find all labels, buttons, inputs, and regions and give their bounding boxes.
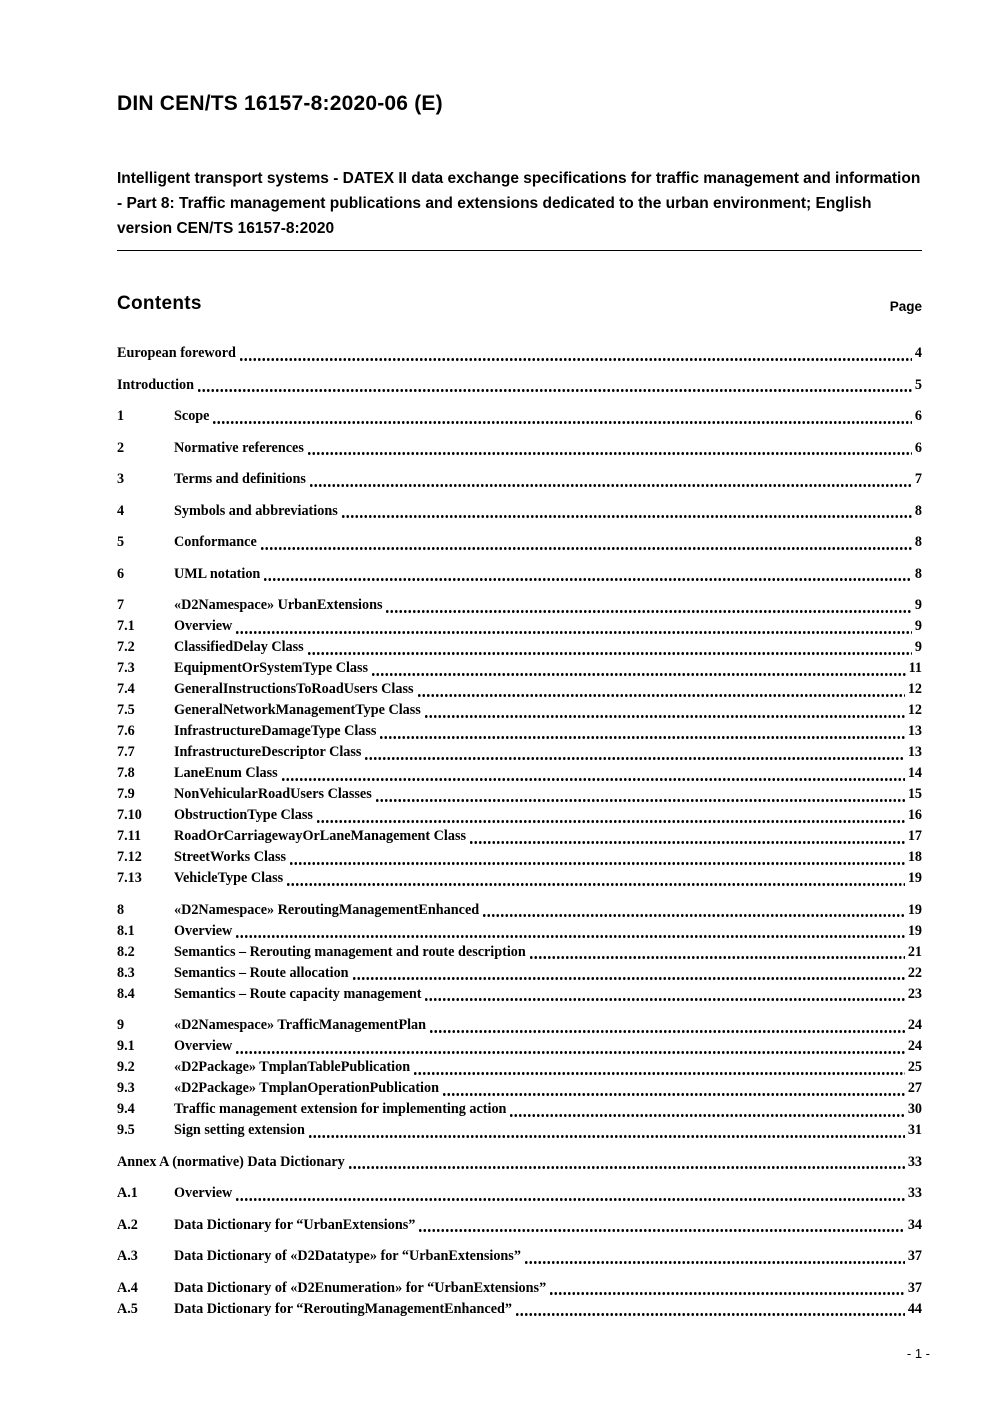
toc-entry-title: Overview (174, 1185, 233, 1201)
toc-entry-number: 8.3 (117, 964, 135, 981)
toc-entry[interactable] (117, 438, 922, 459)
toc-dotted-leader (429, 1030, 905, 1033)
toc-entry[interactable] (117, 343, 922, 364)
toc-entry-page: 5 (914, 376, 922, 393)
toc-dotted-leader (413, 1072, 905, 1075)
toc-entry-title: VehicleType Class (174, 870, 284, 886)
toc-entry-title: Conformance (174, 534, 257, 550)
toc-entry-page: 31 (907, 1122, 922, 1138)
toc-entry-page: 13 (907, 723, 922, 739)
toc-dotted-leader (469, 841, 905, 844)
toc-entry-title: EquipmentOrSystemType Class (174, 660, 369, 676)
page-column-label: Page (889, 299, 922, 314)
toc-entry-number: 3 (117, 471, 125, 487)
toc-entry[interactable] (117, 1215, 922, 1236)
toc-entry-number: 8 (117, 901, 125, 918)
toc-entry-title: Overview (174, 1038, 233, 1054)
toc-entry-number: 9.1 (117, 1038, 135, 1054)
toc-entry-title: «D2Namespace» UrbanExtensions (174, 597, 383, 613)
toc-dotted-leader (364, 757, 904, 760)
toc-entry-title: «D2Package» TmplanTablePublication (174, 1059, 411, 1075)
toc-dotted-leader (549, 1292, 905, 1295)
toc-dotted-leader (417, 694, 905, 697)
toc-entry-number: 7.2 (117, 639, 135, 655)
toc-entry[interactable] (117, 763, 922, 784)
toc-entry-title: Data Dictionary for “UrbanExtensions” (174, 1216, 416, 1233)
toc-dotted-leader (309, 484, 912, 487)
toc-entry-page: 19 (907, 922, 922, 939)
toc-entry-title: ObstructionType Class (174, 807, 313, 823)
toc-entry-page: 25 (907, 1059, 922, 1075)
toc-entry-title: Data Dictionary of «D2Datatype» for “UrbanExtensions” (174, 1248, 521, 1264)
toc-entry[interactable] (117, 805, 922, 826)
toc-dotted-leader (515, 1313, 905, 1316)
toc-dotted-leader (235, 1051, 905, 1054)
toc-entry[interactable] (117, 784, 922, 805)
toc-entry-number: 8.4 (117, 985, 135, 1002)
toc-entry[interactable] (117, 942, 922, 963)
toc-entry[interactable] (117, 501, 922, 522)
toc-entry[interactable] (117, 963, 922, 984)
toc-entry-page: 44 (907, 1300, 922, 1317)
toc-entry-title: Traffic management extension for implementing action (174, 1101, 507, 1117)
toc-entry-page: 37 (907, 1248, 922, 1264)
toc-entry-page: 12 (907, 702, 922, 718)
toc-dotted-leader (375, 799, 905, 802)
toc-dotted-leader (352, 977, 905, 980)
toc-entry-page: 19 (907, 901, 922, 918)
toc-entry-number: 1 (117, 408, 125, 424)
document-title: Intelligent transport systems - DATEX II data exchange specifications for traffic management and information - Part 8: Traffic management publications and extensions dedicated to the urban environment; English version CEN/TS 16157-8:2020 (117, 170, 921, 237)
toc-entry-page: 9 (914, 639, 922, 655)
toc-entry-page: 33 (907, 1153, 922, 1170)
toc-entry-title: ClassifiedDelay Class (174, 639, 304, 655)
toc-entry-title: Data Dictionary of «D2Enumeration» for “UrbanExtensions” (174, 1279, 547, 1296)
toc-entry-number: 8.2 (117, 943, 135, 960)
toc-dotted-leader (263, 578, 912, 581)
toc-entry-page: 33 (907, 1185, 922, 1201)
toc-dotted-leader (341, 515, 912, 518)
toc-entry[interactable] (117, 1078, 922, 1099)
toc-dotted-leader (442, 1093, 905, 1096)
toc-entry-number: 7.3 (117, 660, 135, 676)
title-divider (117, 250, 922, 251)
toc-entry-title: RoadOrCarriagewayOrLaneManagement Class (174, 828, 466, 844)
toc-entry-page: 34 (907, 1216, 922, 1233)
toc-entry-number: A.5 (117, 1300, 138, 1317)
toc-entry-title: InfrastructureDamageType Class (174, 723, 377, 739)
toc-dotted-leader (260, 547, 912, 550)
toc-entry-title: Data Dictionary for “ReroutingManagementEnhanced” (174, 1300, 512, 1317)
toc-dotted-leader (424, 998, 904, 1001)
toc-entry-page: 14 (907, 765, 922, 781)
toc-entry-number: A.1 (117, 1185, 138, 1201)
toc-entry-title: GeneralNetworkManagementType Class (174, 702, 421, 718)
toc-entry-page: 23 (907, 985, 922, 1002)
toc-entry[interactable] (117, 700, 922, 721)
toc-dotted-leader (235, 1198, 905, 1201)
toc-entry[interactable] (117, 984, 922, 1005)
toc-entry-title: Semantics – Route capacity management (174, 985, 422, 1002)
toc-entry-page: 8 (914, 534, 922, 550)
toc-entry[interactable] (117, 679, 922, 700)
toc-entry-page: 18 (907, 849, 922, 865)
toc-entry-number: 9.3 (117, 1080, 135, 1096)
toc-entry-number: 7.5 (117, 702, 135, 718)
toc-entry[interactable] (117, 1152, 922, 1173)
toc-entry[interactable] (117, 564, 922, 585)
toc-entry-title: Sign setting extension (174, 1122, 305, 1138)
toc-dotted-leader (524, 1261, 905, 1264)
toc-entry-page: 6 (914, 408, 922, 424)
toc-entry-number: 7.12 (117, 849, 142, 865)
toc-entry[interactable] (117, 1036, 922, 1057)
toc-entry-number: 9.4 (117, 1101, 135, 1117)
toc-entry-page: 9 (914, 618, 922, 634)
toc-entry-number: A.2 (117, 1216, 138, 1233)
toc-entry-number: 8.1 (117, 922, 135, 939)
toc-entry-title: Overview (174, 618, 233, 634)
toc-entry[interactable] (117, 1299, 922, 1320)
document-id: DIN CEN/TS 16157-8:2020-06 (E) (117, 92, 443, 115)
toc-entry[interactable] (117, 375, 922, 396)
toc-entry-number: 7.11 (117, 828, 142, 844)
toc-entry-title: InfrastructureDescriptor Class (174, 744, 362, 760)
toc-dotted-leader (424, 715, 905, 718)
toc-entry[interactable] (117, 1246, 922, 1267)
toc-entry-page: 12 (907, 681, 922, 697)
toc-dotted-leader (385, 610, 911, 613)
toc-entry-title: LaneEnum Class (174, 765, 278, 781)
toc-entry-page: 30 (907, 1101, 922, 1117)
toc-dotted-leader (379, 736, 904, 739)
toc-entry[interactable] (117, 469, 922, 490)
toc-entry-title: StreetWorks Class (174, 849, 287, 865)
toc-entry-number: 7.10 (117, 807, 142, 823)
toc-entry-title: Introduction (117, 376, 194, 393)
toc-entry[interactable] (117, 900, 922, 921)
toc-dotted-leader (307, 452, 912, 455)
toc-dotted-leader (348, 1166, 905, 1169)
toc-entry-title: Semantics – Route allocation (174, 964, 349, 981)
toc-entry-number: 7.6 (117, 723, 135, 739)
toc-entry-number: 9.5 (117, 1122, 135, 1138)
toc-entry[interactable] (117, 868, 922, 889)
toc-entry-title: GeneralInstructionsToRoadUsers Class (174, 681, 414, 697)
toc-entry-page: 21 (907, 943, 922, 960)
toc-entry-page: 7 (914, 471, 922, 487)
toc-entry[interactable] (117, 826, 922, 847)
toc-entry[interactable] (117, 658, 922, 679)
toc-entry-title: Annex A (normative) Data Dictionary (117, 1153, 345, 1170)
toc-entry-title: «D2Package» TmplanOperationPublication (174, 1080, 439, 1096)
toc-entry-title: Normative references (174, 439, 304, 456)
toc-entry-page: 11 (908, 660, 922, 676)
toc-entry[interactable] (117, 1183, 922, 1204)
toc-entry-page: 8 (914, 502, 922, 519)
toc-entry-page: 4 (914, 345, 922, 361)
toc-entry-number: A.4 (117, 1279, 138, 1296)
toc-entry-title: NonVehicularRoadUsers Classes (174, 786, 372, 802)
toc-entry-number: 4 (117, 502, 125, 519)
toc-entry-title: European foreword (117, 345, 236, 361)
toc-entry-title: Scope (174, 408, 210, 424)
toc-entry-number: A.3 (117, 1248, 138, 1264)
toc-entry-number: 2 (117, 439, 125, 456)
toc-dotted-leader (316, 820, 905, 823)
toc-entry-page: 9 (914, 597, 922, 613)
toc-entry-title: Symbols and abbreviations (174, 502, 338, 519)
toc-dotted-leader (418, 1229, 904, 1232)
contents-header (117, 293, 922, 315)
toc-dotted-leader (482, 914, 905, 917)
toc-entry[interactable] (117, 532, 922, 553)
toc-dotted-leader (371, 673, 906, 676)
toc-dotted-leader (509, 1114, 904, 1117)
toc-entry-page: 8 (914, 565, 922, 582)
toc-entry-page: 22 (907, 964, 922, 981)
toc-entry-page: 19 (907, 870, 922, 886)
toc-entry-page: 27 (907, 1080, 922, 1096)
toc-entry-title: Semantics – Rerouting management and route description (174, 943, 526, 960)
toc-entry-title: UML notation (174, 565, 261, 582)
toc-dotted-leader (235, 631, 912, 634)
toc-dotted-leader (239, 358, 912, 361)
toc-entry-number: 7.1 (117, 618, 135, 634)
toc-entry[interactable] (117, 406, 922, 427)
toc-dotted-leader (289, 862, 905, 865)
toc-entry-number: 7.9 (117, 786, 135, 802)
toc-entry[interactable] (117, 921, 922, 942)
toc-entry-number: 6 (117, 565, 125, 582)
toc-entry-number: 7.13 (117, 870, 142, 886)
toc-entry-page: 13 (907, 744, 922, 760)
toc-entry-number: 7.7 (117, 744, 135, 760)
toc-dotted-leader (308, 1135, 905, 1138)
toc-entry-number: 5 (117, 534, 125, 550)
toc-dotted-leader (235, 935, 905, 938)
toc-dotted-leader (197, 389, 912, 392)
toc-entry-page: 17 (907, 828, 922, 844)
toc-entry-page: 6 (914, 439, 922, 456)
toc-dotted-leader (286, 883, 905, 886)
toc-entry[interactable] (117, 1099, 922, 1120)
toc-dotted-leader (281, 778, 905, 781)
toc-entry-page: 24 (907, 1038, 922, 1054)
toc-entry-title: Overview (174, 922, 233, 939)
toc-entry[interactable] (117, 637, 922, 658)
toc-dotted-leader (212, 421, 911, 424)
toc-entry[interactable] (117, 1057, 922, 1078)
toc-entry[interactable] (117, 847, 922, 868)
toc-entry[interactable] (117, 595, 922, 616)
toc-dotted-leader (529, 956, 905, 959)
toc-entry-number: 9 (117, 1017, 125, 1033)
toc-entry-title: «D2Namespace» TrafficManagementPlan (174, 1017, 427, 1033)
contents-heading: Contents (117, 293, 202, 314)
toc-entry[interactable] (117, 616, 922, 637)
toc-entry-number: 7.4 (117, 681, 135, 697)
toc-entry[interactable] (117, 1015, 922, 1036)
toc-entry-number: 7.8 (117, 765, 135, 781)
toc-entry[interactable] (117, 1120, 922, 1141)
toc-entry-title: «D2Namespace» ReroutingManagementEnhanced (174, 901, 480, 918)
toc-entry-number: 9.2 (117, 1059, 135, 1075)
toc-entry[interactable] (117, 742, 922, 763)
toc-entry-title: Terms and definitions (174, 471, 306, 487)
toc-entry-page: 15 (907, 786, 922, 802)
toc-entry-page: 16 (907, 807, 922, 823)
table-of-contents (117, 343, 922, 1320)
toc-entry-page: 37 (907, 1279, 922, 1296)
toc-entry-number: 7 (117, 597, 125, 613)
toc-entry[interactable] (117, 1278, 922, 1299)
toc-dotted-leader (307, 652, 912, 655)
toc-entry[interactable] (117, 721, 922, 742)
toc-entry-page: 24 (907, 1017, 922, 1033)
page-number-footer: - 1 - (906, 1346, 930, 1361)
